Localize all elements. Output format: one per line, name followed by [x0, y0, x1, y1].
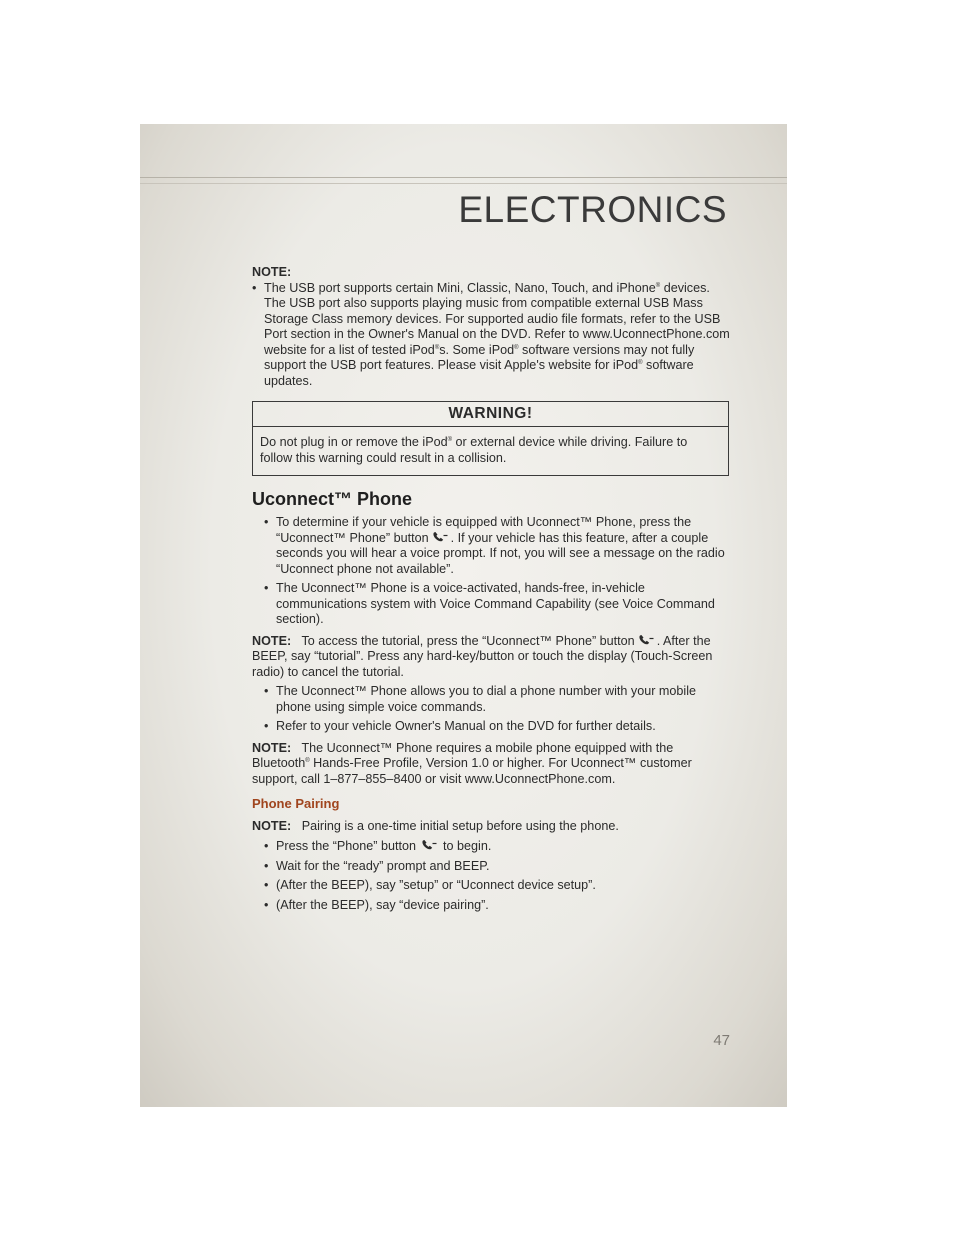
uconnect-list-b — [252, 684, 730, 735]
note-pairing: NOTE: Pairing is a one-time initial setup before using the phone. — [252, 818, 619, 833]
note-tutorial: NOTE: To access the tutorial, press the “Uconnect™ Phone” button . After the BEEP, say “tutorial”. Press any hard-key/button or touch the display (Touch-Screen radio) to cancel the tutorial. — [252, 633, 713, 679]
list-item: • To determine if your vehicle is equipped with Uconnect™ Phone, press the “Uconnect™ Phone” button . If your vehicle has this feature, after a couple seconds you will hear a voice prompt. If not, you will see a message on the radio “Uconnect phone not available”. — [264, 515, 730, 577]
phone-pairing-heading: Phone Pairing — [252, 796, 340, 811]
phone-handset-icon — [638, 634, 654, 646]
note-bluetooth: NOTE: The Uconnect™ Phone requires a mobile phone equipped with the Bluetooth® Hands-Free Profile, Version 1.0 or higher. For Uconnect™ customer support, call 1–877–855–8400 or visit www.UconnectPhone.com. — [252, 740, 692, 786]
page-content — [252, 265, 730, 913]
list-item: • Refer to your vehicle Owner's Manual on the DVD for further details. — [264, 719, 730, 735]
phone-handset-icon — [432, 531, 448, 543]
note-label: NOTE: — [252, 265, 292, 279]
section-title: ELECTRONICS — [458, 189, 727, 230]
list-item: • The USB port supports certain Mini, Classic, Nano, Touch, and iPhone® devices. The USB port also supports playing music from compatible external USB Mass Storage Class memory devices. For supported audio file formats, refer to the USB Port section in the Owner's Manual on the DVD. Refer to www.UconnectPhone.com website for a list of tested iPod®s. Some iPod® software versions may not fully support the USB port features. Please visit Apple's website for iPod® software updates. — [252, 281, 730, 390]
header-rule-bottom — [140, 183, 787, 184]
list-item: • The Uconnect™ Phone is a voice-activated, hands-free, in-vehicle communications system with Voice Command Capability (see Voice Command section). — [264, 581, 730, 628]
pairing-steps — [252, 839, 730, 913]
list-item: • Press the “Phone” button to begin. — [264, 839, 730, 855]
usb-note — [252, 265, 730, 389]
header-rule-top — [140, 177, 787, 178]
warning-box — [252, 401, 729, 476]
uconnect-list-a — [252, 515, 730, 628]
phone-handset-icon — [421, 839, 437, 851]
page-number: 47 — [713, 1032, 730, 1049]
uconnect-heading: Uconnect™ Phone — [252, 489, 413, 509]
list-item: • Wait for the “ready” prompt and BEEP. — [264, 859, 730, 875]
list-item: • The Uconnect™ Phone allows you to dial a phone number with your mobile phone using simple voice commands. — [264, 684, 730, 715]
list-item: • (After the BEEP), say ”setup” or “Uconnect device setup”. — [264, 878, 730, 894]
list-item: • (After the BEEP), say “device pairing”. — [264, 898, 730, 914]
warning-title: WARNING! — [253, 402, 728, 427]
warning-body: Do not plug in or remove the iPod® or external device while driving. Failure to follow this warning could result in a collision. — [260, 435, 688, 465]
